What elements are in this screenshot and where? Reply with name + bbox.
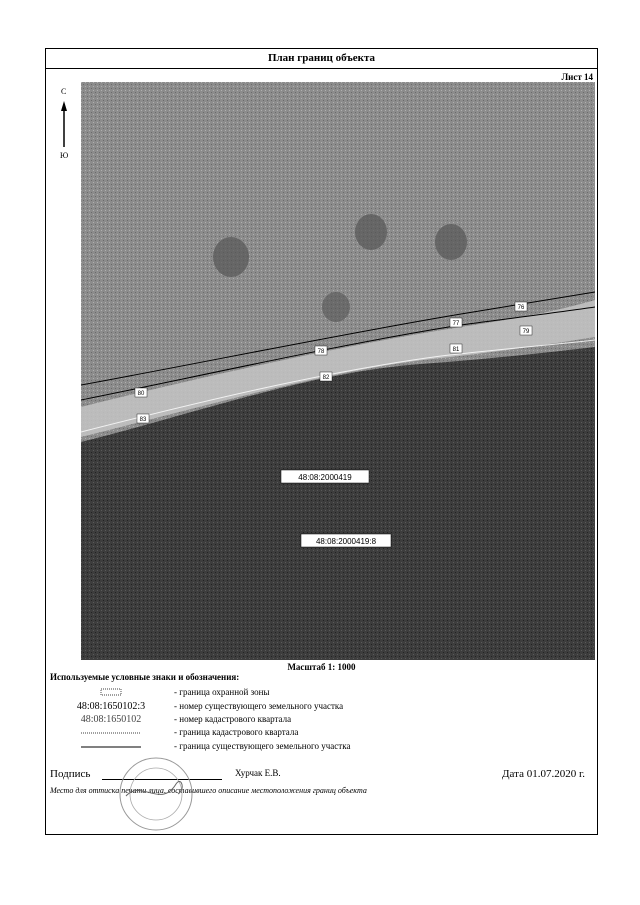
point-label: 79	[522, 329, 530, 335]
legend-symbol	[56, 727, 166, 739]
legend-text: - граница существующего земельного участка	[174, 741, 351, 751]
aerial-map	[81, 82, 595, 660]
map-scale: Масштаб 1: 1000	[287, 662, 356, 672]
parcel-label-sub: 48:08:2000419:8	[315, 537, 377, 546]
sheet-number: Лист 14	[561, 72, 593, 82]
signature-date: Дата 01.07.2020 г.	[502, 768, 585, 780]
point-label: 78	[317, 349, 325, 355]
compass-south-label: Ю	[60, 151, 69, 160]
point-label: 80	[137, 391, 145, 397]
stamp-seal-icon	[116, 754, 196, 834]
signature-label: Подпись	[50, 768, 91, 780]
legend-text: - номер существующего земельного участка	[174, 701, 344, 711]
point-label: 76	[517, 305, 525, 311]
compass-north-label: С	[61, 87, 67, 96]
signer-name: Хурчак Е.В.	[235, 768, 281, 778]
legend-symbol	[56, 741, 166, 753]
legend-symbol: 48:08:1650102:3	[76, 701, 146, 712]
point-label: 81	[452, 347, 460, 353]
parcel-label-main: 48:08:2000419	[298, 473, 352, 482]
point-label: 77	[452, 321, 460, 327]
point-label: 82	[322, 375, 330, 381]
legend-title: Используемые условные знаки и обозначения:	[50, 672, 240, 682]
legend-text: - граница охранной зоны	[174, 687, 270, 697]
legend-symbol	[56, 687, 166, 699]
document-frame	[45, 48, 598, 835]
legend-symbol: 48:08:1650102	[80, 714, 142, 725]
legend-text: - граница кадастрового квартала	[174, 727, 299, 737]
stamp-note: Место для оттиска печати лица, составившего описание местоположения границ объекта	[50, 786, 367, 795]
legend-text: - номер кадастрового квартала	[174, 714, 292, 724]
page-title: План границ объекта	[46, 49, 597, 69]
point-label: 83	[139, 417, 147, 423]
compass	[52, 87, 76, 167]
